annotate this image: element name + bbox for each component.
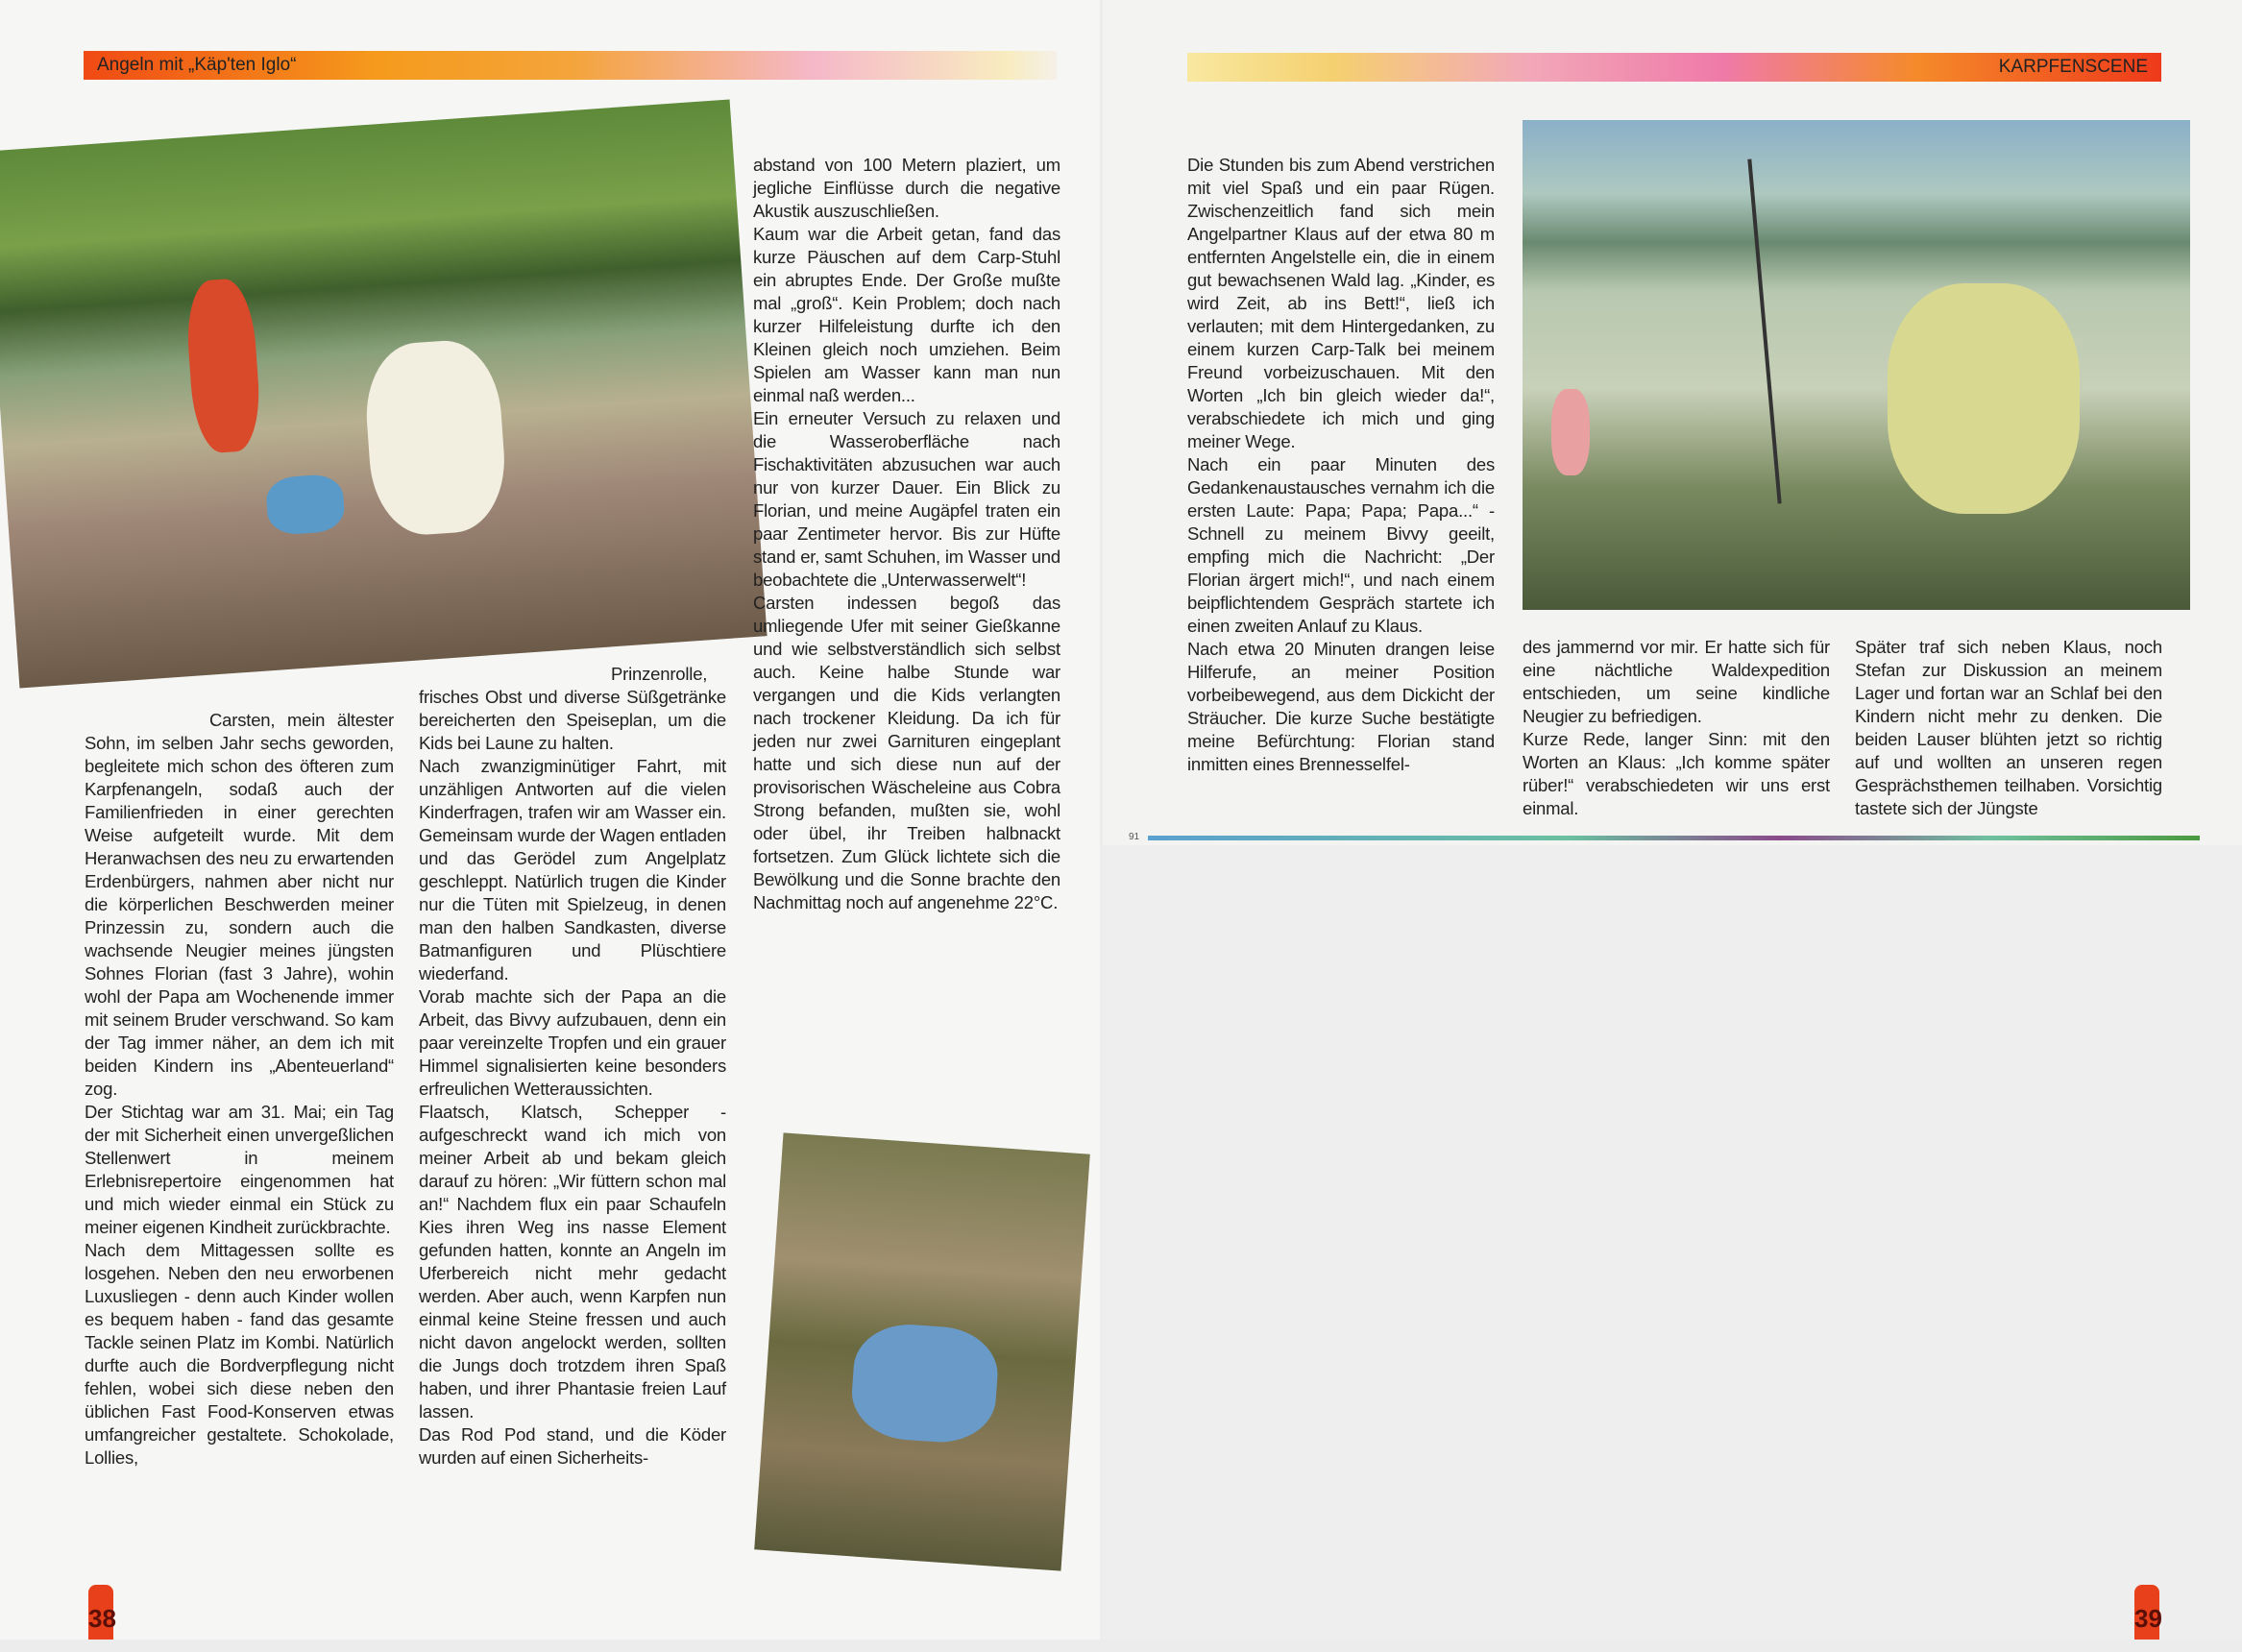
text-column-1 <box>85 709 394 1470</box>
paragraph: Kurze Rede, langer Sinn: mit den Worten an Klaus: „Ich komme später rüber!“ verabschiedeten wir uns erst einmal. <box>1523 729 1830 818</box>
child-figure <box>362 337 510 538</box>
paragraph: Nach ein paar Minuten des Gedankenaustausches vernahm ich die ersten Laute: Papa; Papa; Papa...“ - Schnell zu meinem Bivvy geeilt, empfing mich die Nachricht: „Der Florian ärgert mich!“, und nach einem beipflichtendem Gespräch startete ich einen zweiten Anlauf zu Klaus. <box>1187 454 1495 636</box>
paragraph: Nach dem Mittagessen sollte es losgehen. Neben den neu erworbenen Luxusliegen - denn auch Kinder wollen es bequem haben - fand das gesamte Tackle seinen Platz im Kombi. Natürlich durfte auch die Bordverpflegung nicht fehlen, wobei sich diese neben den üblichen Fast Food-Konserven etwas umfangreicher gestaltete. Schokolade, Lollies, <box>85 1240 394 1468</box>
page-number: 38 <box>88 1585 113 1640</box>
text-column-3 <box>753 154 1060 914</box>
bucket <box>265 474 346 536</box>
text-column-2 <box>419 663 726 1470</box>
paragraph: Später traf sich neben Klaus, noch Stefan zur Diskussion an meinem Lager und fortan war an Schlaf bei den Kindern nicht mehr zu denken. Die beiden Lauser blühten jetzt so richtig auf und wollten an unseren regen Gesprächsthemen teilhaben. Vorsichtig tastete sich der Jüngste <box>1855 637 2162 818</box>
paragraph: Nach zwanzigminütiger Fahrt, mit unzähligen Antworten auf die vielen Kinderfragen, trafen wir am Wasser ein. Gemeinsam wurde der Wagen entladen und das Gerödel zum Angelplatz geschleppt. Natürlich trugen die Kinder nur die Tüten mit Spielzeug, in denen man den halben Sandkasten, diverse Batmanfiguren und Plüschtiere wiederfand. <box>419 756 726 984</box>
paragraph: des jammernd vor mir. Er hatte sich für eine nächtliche Waldexpedition entschieden, um seine kindliche Neugier zu befriedigen. <box>1523 637 1830 726</box>
paragraph: Der Stichtag war am 31. Mai; ein Tag der mit Sicherheit einen unvergeßlichen Stellenwert in meinem Erlebnisrepertoire eingenommen hat und mich wieder einmal ein Stück zu meiner eigenen Kindheit zurückbrachte. <box>85 1102 394 1237</box>
magazine-header-bar: KARPFENSCENE <box>1187 53 2161 82</box>
paragraph: abstand von 100 Metern plaziert, um jegliche Einflüsse durch die negative Akustik auszuschließen. <box>753 155 1060 221</box>
paragraph: Das Rod Pod stand, und die Köder wurden auf einen Sicherheits- <box>419 1424 726 1468</box>
paragraph: Carsten, mein ältester Sohn, im selben Jahr sechs geworden, begleitete mich schon des öfteren zum Karpfenangeln, sodaß auch der Familienfrieden in einer gerechten Weise aufgeteilt wurde. Mit dem Heranwachsen des neu zu erwartenden Erdenbürgers, nahmen aber nicht nur die körperlichen Beschwerden meiner Prinzessin zu, sondern auch die wachsende Neugier meines jüngsten Sohnes Florian (fast 3 Jahre), wohin wohl der Papa am Wochenende immer mit seinem Bruder verschwand. So kam der Tag immer näher, an dem ich mit beiden Kindern ins „Abenteuerland“ zog. <box>85 710 394 1099</box>
blank-area <box>1103 845 2242 1640</box>
photo-bucket-on-gravel <box>754 1132 1090 1570</box>
text-column-6 <box>1855 636 2162 820</box>
photo-rod-pod-and-child <box>1523 120 2190 610</box>
child-figure <box>1551 389 1590 475</box>
child-figure <box>183 278 262 454</box>
paragraph: Vorab machte sich der Papa an die Arbeit, das Bivvy aufzubauen, denn ein paar vereinzelte Tropfen und ein grauer Himmel signalisierten keine besonders erfreulichen Wetteraussichten. <box>419 986 726 1099</box>
left-page <box>0 0 1100 1640</box>
text-column-4 <box>1187 154 1495 776</box>
section-header-bar: Angeln mit „Käp'ten Iglo“ <box>84 51 1057 80</box>
text-column-5 <box>1523 636 1830 820</box>
rule-label: 91 <box>1129 832 1140 842</box>
jacket <box>1888 283 2080 514</box>
paragraph: Carsten indessen begoß das umliegende Ufer mit seiner Gießkanne und wie selbstverständlich sich selbst auch. Keine halbe Stunde war vergangen und die Kids verlangten nach trockener Kleidung. Da ich für jeden nur zwei Garnituren eingeplant hatte und sich diese nun auf der provisorischen Wäscheleine aus Cobra Strong befanden, mußten sie, wohl oder übel, ihr Treiben halbnackt fortsetzen. Zum Glück lichtete sich die Bewölkung und die Sonne brachte den Nachmittag noch auf angenehme 22°C. <box>753 593 1060 912</box>
paragraph: Nach etwa 20 Minuten drangen leise Hilferufe, an meiner Position vorbeibewegend, aus dem Dickicht der Sträucher. Die kurze Suche bestätigte meine Befürchtung: Florian stand inmitten eines Brennesselfel- <box>1187 639 1495 774</box>
rod-pod <box>1747 159 1781 504</box>
page-number: 39 <box>2134 1585 2159 1640</box>
bucket <box>849 1321 1001 1446</box>
paragraph: Die Stunden bis zum Abend verstrichen mit viel Spaß und ein paar Rügen. Zwischenzeitlich fand sich mein Angelpartner Klaus auf der etwa 80 m entfernten Angelstelle ein, die in einem gut bewachsenen Wald lag. „Kinder, es wird Zeit, ab ins Bett!“, ließ ich verlauten; mit dem Hintergedanken, zu einem kurzen Carp-Talk bei meinem Freund vorbeizuschauen. Mit den Worten „Ich bin gleich wieder da!“, verabschiedete ich mich und ging meiner Wege. <box>1187 155 1495 451</box>
paragraph: Prinzenrolle, frisches Obst und diverse Süßgetränke bereicherten den Speiseplan, um die Kids bei Laune zu halten. <box>419 664 726 753</box>
color-rule <box>1148 836 2200 840</box>
paragraph: Flaatsch, Klatsch, Schepper - aufgeschreckt wand ich mich von meiner Arbeit ab und bekam gleich darauf zu hören: „Wir füttern schon mal an!“ Nachdem flux ein paar Schaufeln Kies ihren Weg ins nasse Element gefunden hatten, konnte an Angeln im Uferbereich nicht mehr gedacht werden. Aber auch, wenn Karpfen nun einmal keine Steine fressen und auch nicht davon angelockt werden, sollten die Jungs doch trotzdem ihren Spaß haben, und ihrer Phantasie freien Lauf lassen. <box>419 1102 726 1421</box>
paragraph: Kaum war die Arbeit getan, fand das kurze Päuschen auf dem Carp-Stuhl ein abruptes Ende. Der Große mußte mal „groß“. Kein Problem; doch nach kurzer Hilfeleistung durfte ich den Kleinen gleich noch umziehen. Beim Spielen am Wasser kann man nun einmal naß werden... <box>753 224 1060 405</box>
paragraph: Ein erneuter Versuch zu relaxen und die Wasseroberfläche nach Fischaktivitäten abzusuchen war auch nur von kurzer Dauer. Ein Blick zu Florian, und meine Augäpfel traten ein paar Zentimeter hervor. Bis zur Hüfte stand er, samt Schuhen, im Wasser und beobachtete die „Unterwasserwelt“! <box>753 408 1060 590</box>
photo-children-at-lake <box>0 99 768 688</box>
